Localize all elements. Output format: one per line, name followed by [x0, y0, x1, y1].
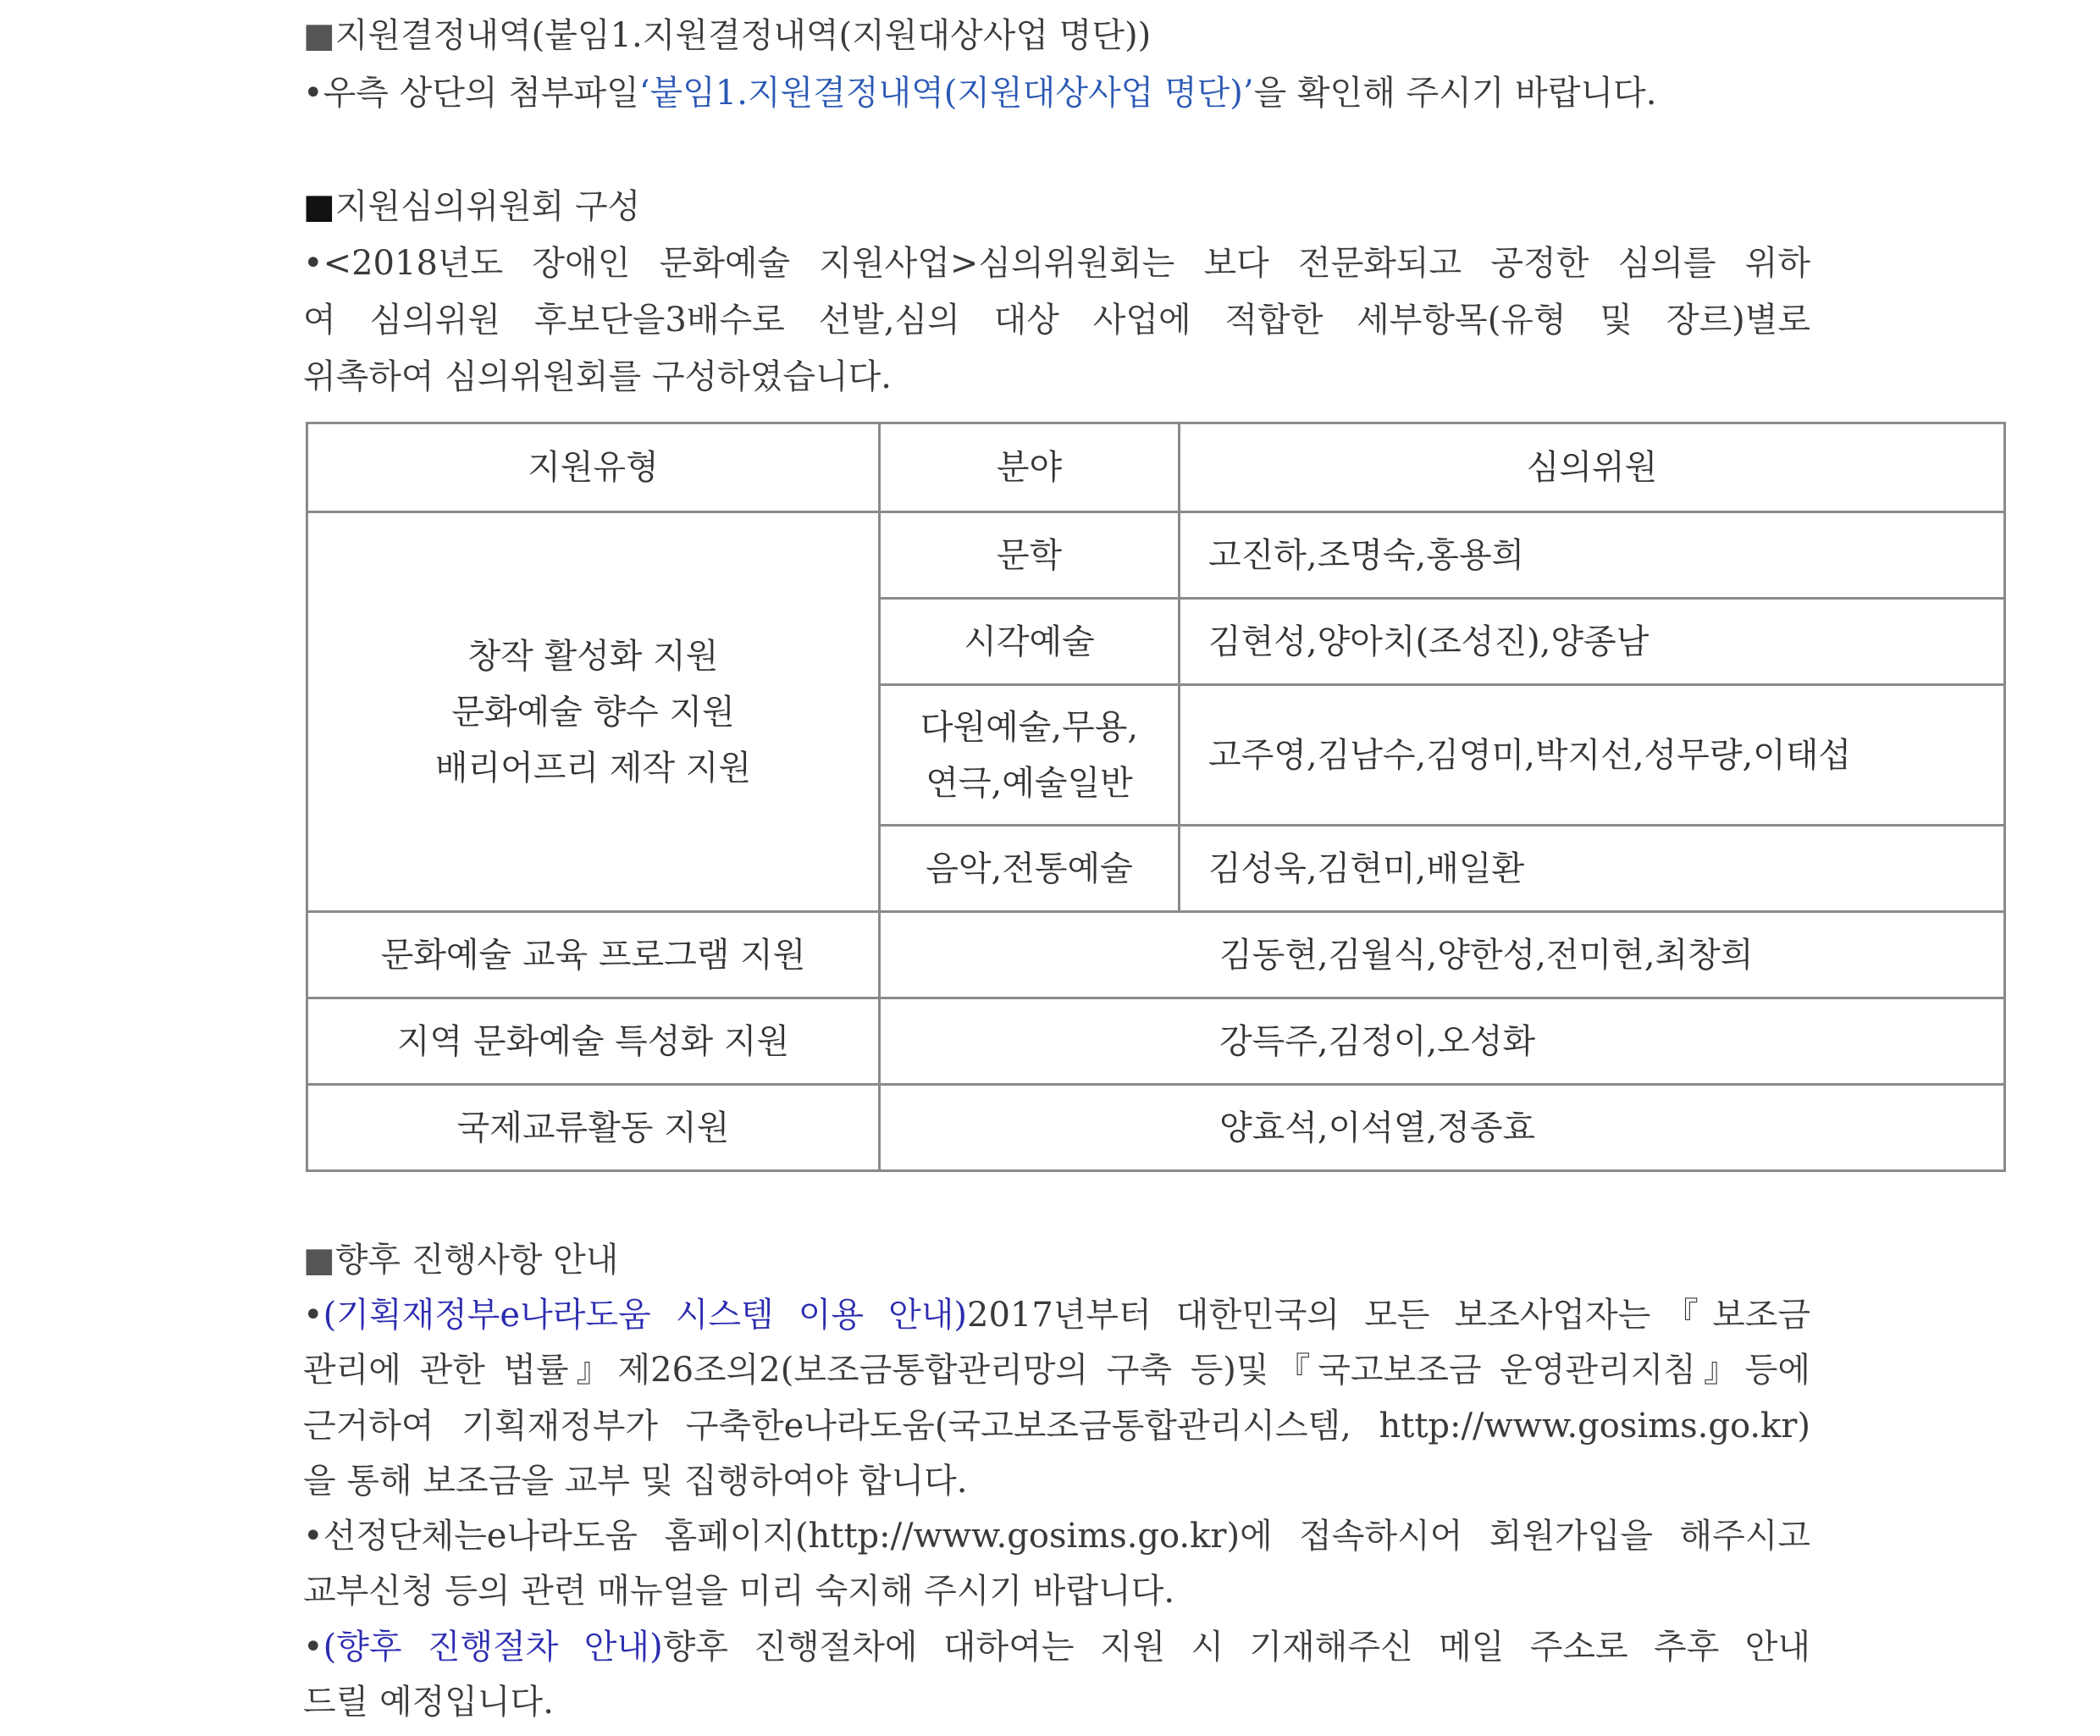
square-bullet-icon: ■ — [303, 187, 335, 226]
support-type-name: 배리어프리 제작 지원 — [434, 748, 752, 788]
section3-heading-text: 향후 진행사항 안내 — [334, 1241, 619, 1280]
members-cell: 양효석,이석열,정종효 — [880, 1085, 2005, 1171]
section2-heading-text: 지원심의위원회 구성 — [334, 187, 641, 226]
section3-b3-line-1 — [303, 1623, 1810, 1671]
bullet-icon: • — [303, 74, 323, 113]
section3-b1-line-4: 을 통해 보조금을 교부 및 집행하여야 합니다. — [303, 1462, 968, 1501]
section1-bullet-post: 을 확인해 주시기 바랍니다. — [1253, 74, 1657, 113]
members-cell: 고주영,김남수,김영미,박지선,성무량,이태섭 — [1180, 685, 2005, 826]
section2-para-text-1: <2018년도 장애인 문화예술 지원사업>심의위원회는 보다 전문화되고 공정한 심의를 위하 — [323, 244, 1810, 283]
members-cell: 고진하,조명숙,홍용희 — [1180, 512, 2005, 599]
header-committee-members: 심의위원 — [1180, 423, 2005, 512]
field-cell: 문학 — [880, 512, 1180, 599]
section2-heading — [303, 183, 640, 230]
section2-para-line-3: 위촉하여 심의위원회를 구성하였습니다. — [303, 357, 892, 396]
support-type-cell: 문화예술 교육 프로그램 지원 — [307, 912, 880, 998]
table-row — [307, 912, 2005, 998]
section1-bullet — [303, 69, 1656, 117]
members-cell: 김동현,김월식,양한성,전미현,최창희 — [880, 912, 2005, 998]
header-field: 분야 — [880, 423, 1180, 512]
table-row — [307, 512, 2005, 599]
header-support-type: 지원유형 — [307, 423, 880, 512]
field-cell: 음악,전통예술 — [880, 826, 1180, 912]
table-row — [307, 998, 2005, 1085]
support-type-cell: 국제교류활동 지원 — [307, 1085, 880, 1171]
bullet-icon: • — [303, 1628, 323, 1667]
table-row — [307, 1085, 2005, 1171]
committee-table — [306, 422, 2006, 1172]
section3-heading — [303, 1236, 618, 1284]
bullet-icon: • — [303, 1517, 323, 1556]
members-cell: 김성욱,김현미,배일환 — [1180, 826, 2005, 912]
table-header-row — [307, 423, 2005, 512]
section1-heading — [303, 12, 1151, 59]
section2-para-line-2: 여 심의위원 후보단을3배수로 선발,심의 대상 사업에 적합한 세부항목(유형 및 장르)별로 — [303, 301, 1810, 340]
egov-system-tag: (기획재정부e나라도움 시스템 이용 안내) — [323, 1296, 967, 1335]
section3-b2-text-1: 선정단체는e나라도움 홈페이지(http://www.gosims.go.kr)에 접속하시어 회원가입을 해주시고 — [323, 1517, 1810, 1556]
field-cell — [880, 685, 1180, 826]
section3-b1-line-1 — [303, 1291, 1810, 1339]
section3-b2-line-2: 교부신청 등의 관련 매뉴얼을 미리 숙지해 주시기 바랍니다. — [303, 1572, 1175, 1611]
square-bullet-icon: ■ — [303, 1241, 335, 1280]
section3-b1-text-1: 2017년부터 대한민국의 모든 보조사업자는『보조금 — [967, 1296, 1810, 1335]
bullet-icon: • — [303, 1296, 323, 1335]
support-type-cell: 지역 문화예술 특성화 지원 — [307, 998, 880, 1085]
field-line: 다원예술,무용, — [920, 707, 1139, 747]
members-cell: 강득주,김정이,오성화 — [880, 998, 2005, 1085]
section1-heading-text: 지원결정내역(붙임1.지원결정내역(지원대상사업 명단)) — [334, 16, 1152, 55]
support-type-name: 문화예술 향수 지원 — [451, 692, 735, 732]
section3-b3-line-2: 드릴 예정입니다. — [303, 1683, 554, 1722]
procedure-tag: (향후 진행절차 안내) — [323, 1628, 663, 1667]
bullet-icon: • — [303, 244, 323, 283]
section2-para-line-1 — [303, 240, 1810, 287]
support-type-name: 창작 활성화 지원 — [467, 636, 719, 676]
section3-b1-line-3: 근거하여 기획재정부가 구축한e나라도움(국고보조금통합관리시스템, http://www.gosims.go.kr) — [303, 1407, 1810, 1446]
section3-b1-line-2: 관리에 관한 법률』제26조의2(보조금통합관리망의 구축 등)및『국고보조금 운영관리지침』등에 — [303, 1351, 1810, 1390]
section3-b3-text-1: 향후 진행절차에 대하여는 지원 시 기재해주신 메일 주소로 추후 안내 — [662, 1628, 1810, 1667]
field-line: 연극,예술일반 — [926, 763, 1133, 803]
square-bullet-icon: ■ — [303, 16, 335, 55]
section1-bullet-pre: 우측 상단의 첨부파일 — [323, 74, 639, 113]
support-type-group-cell — [307, 512, 880, 912]
section3-b2-line-1 — [303, 1512, 1810, 1560]
members-cell: 김현성,양아치(조성진),양종남 — [1180, 599, 2005, 685]
attachment-reference: ‘붙임1.지원결정내역(지원대상사업 명단)’ — [638, 74, 1254, 113]
field-cell: 시각예술 — [880, 599, 1180, 685]
